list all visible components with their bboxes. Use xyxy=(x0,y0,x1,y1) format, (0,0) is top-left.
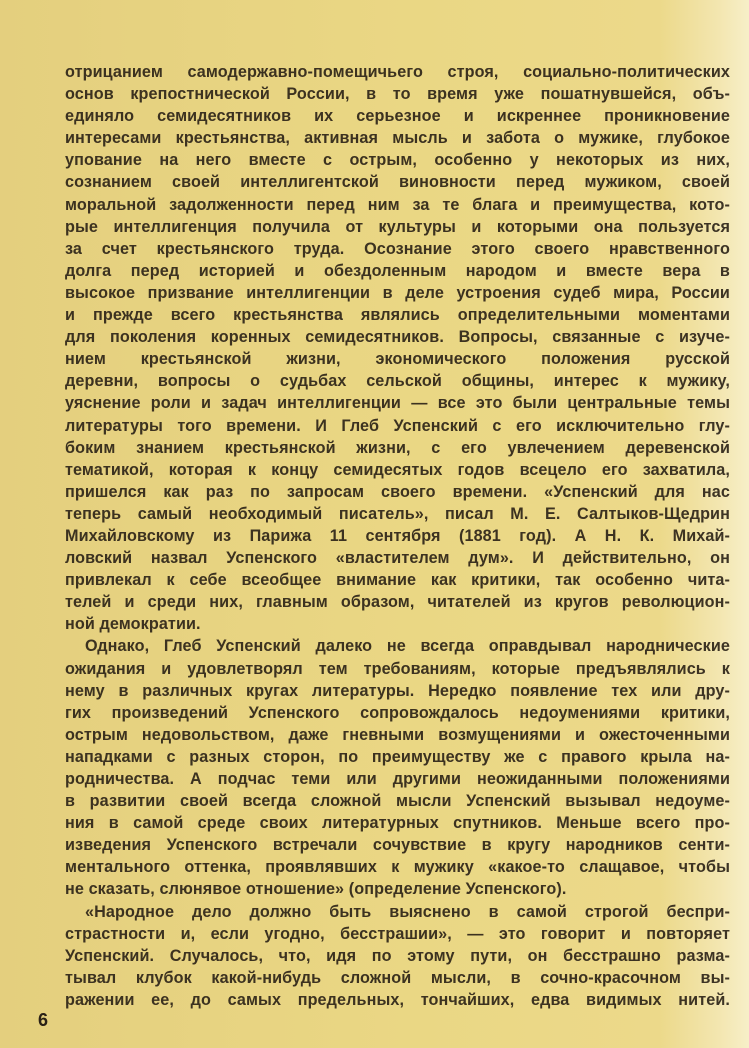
text-line: ловский назвал Успенского «властителем дум». И действительно, он xyxy=(65,549,730,568)
text-line: для поколения коренных семидесятников. Вопросы, связанные с изуче- xyxy=(65,328,730,347)
text-line: нием крестьянской жизни, экономического положения русской xyxy=(65,350,730,369)
text-line: привлекал к себе всеобщее внимание как критики, так особенно чита- xyxy=(65,571,730,590)
text-line: родничества. А подчас теми или другими неожиданными положениями xyxy=(65,770,730,788)
text-line: Успенский. Случалось, что, идя по этому пути, он бесстрашно разма- xyxy=(65,946,730,965)
text-line: тывал клубок какой-нибудь сложной мысли, в сочно-красочном вы- xyxy=(65,968,730,987)
text-line: долга перед историей и обездоленным народом и вместе вера в xyxy=(65,261,730,280)
page-number: 6 xyxy=(38,1010,49,1030)
text-line: основ крепостнической России, в то время уже пошатнувшейся, объ- xyxy=(65,85,730,104)
text-line: нему в различных кругах литературы. Нередко появление тех или дру- xyxy=(65,681,730,700)
text-line: ментального оттенка, проявлявших к мужику «какое-то слащавое, чтобы xyxy=(65,858,730,877)
text-line: в развитии своей всегда сложной мысли Успенский вызывал недоуме- xyxy=(65,792,730,811)
book-page-text xyxy=(65,61,730,1011)
text-line: уяснение роли и задач интеллигенции — все это были центральные темы xyxy=(65,394,730,413)
text-line: сознанием своей интеллигентской виновности перед мужиком, своей xyxy=(65,173,730,192)
text-line: изведения Успенского встречали сочувствие в кругу народников сенти- xyxy=(65,836,730,855)
text-line: ожидания и удовлетворял тем требованиям, которые предъявлялись к xyxy=(65,659,730,678)
text-line: и прежде всего крестьянства являлись определительными моментами xyxy=(65,306,730,325)
text-line: теперь самый необходимый писатель», писал М. Е. Салтыков-Щедрин xyxy=(65,504,730,523)
text-line: отрицанием самодержавно-помещичьего строя, социально-политических xyxy=(65,63,730,81)
text-line: единяло семидесятников их серьезное и искреннее проникновение xyxy=(65,107,730,126)
paragraph xyxy=(65,635,730,900)
text-line: острым недовольством, даже гневными возмущениями и ожесточенными xyxy=(65,725,730,744)
text-line: гих произведений Успенского сопровождалось недоумениями критики, xyxy=(65,703,730,722)
text-line: «Народное дело должно быть выяснено в самой строгой беспри- xyxy=(85,902,730,921)
text-line: тематикой, которая к концу семидесятых годов всецело его захватила, xyxy=(65,460,730,479)
text-line: ражении ее, до самых предельных, тончайших, едва видимых нитей. xyxy=(65,990,730,1009)
text-line: нападками с разных сторон, по преимуществу же с правого крыла на- xyxy=(65,747,730,766)
text-line: пришелся как раз по запросам своего времени. «Успенский для нас xyxy=(65,482,730,501)
text-line: литературы того времени. И Глеб Успенский с его исключительно глу- xyxy=(65,416,730,435)
text-line: интересами крестьянства, активная мысль и забота о мужике, глубокое xyxy=(65,129,730,148)
text-line: Однако, Глеб Успенский далеко не всегда оправдывал народнические xyxy=(85,637,730,656)
text-line: за счет крестьянского труда. Осознание этого своего нравственного xyxy=(65,239,730,258)
text-line: ния в самой среде своих литературных спутников. Меньше всего про- xyxy=(65,814,730,833)
text-line: упование на него вместе с острым, особенно у некоторых из них, xyxy=(65,151,730,170)
text-line: телей и среди них, главным образом, читателей из кругов революцион- xyxy=(65,593,730,612)
text-line: страстности и, если угодно, бесстрашии», — это говорит и повторяет xyxy=(65,924,730,943)
paragraph xyxy=(65,61,730,635)
text-line: деревни, вопросы о судьбах сельской общины, интерес к мужику, xyxy=(65,372,730,391)
text-line: Михайловскому из Парижа 11 сентября (1881 год). А Н. К. Михай- xyxy=(65,526,730,545)
text-line: высокое призвание интеллигенции в деле устроения судеб мира, России xyxy=(65,283,730,302)
text-line: боким знанием крестьянской жизни, с его увлечением деревенской xyxy=(65,438,730,457)
text-line: ной демократии. xyxy=(65,615,201,634)
text-line: не сказать, слюнявое отношение» (определение Успенского). xyxy=(65,880,567,899)
text-line: рые интеллигенция получила от культуры и которыми она пользуется xyxy=(65,217,730,236)
paragraph xyxy=(65,901,730,1011)
text-line: моральной задолженности перед ним за те блага и преимущества, кото- xyxy=(65,195,730,214)
